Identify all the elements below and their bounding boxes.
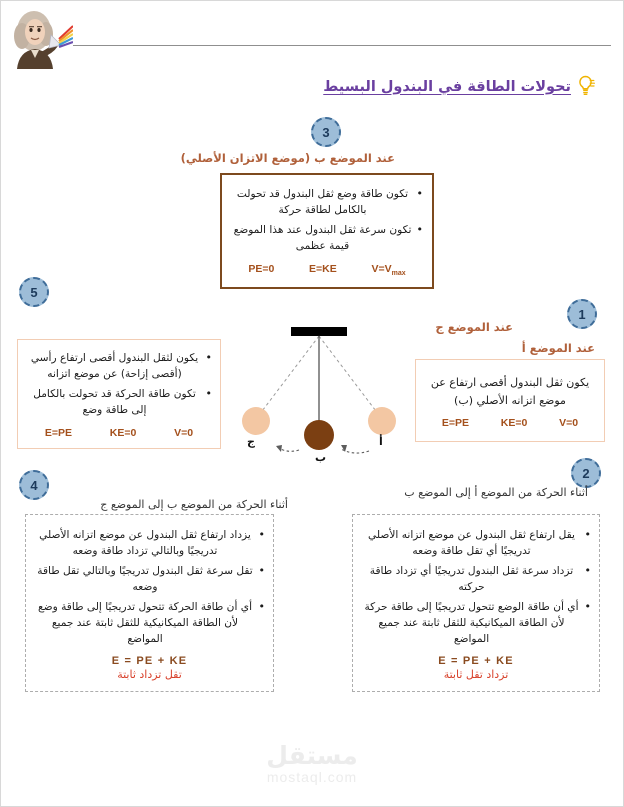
pendulum-label-center: ب xyxy=(315,451,327,464)
value-kinetic-energy: KE=0 xyxy=(109,426,137,439)
list-item: • تقل سرعة ثقل البندول تدريجيًا وبالتالي تقل طاقة وضعه xyxy=(34,563,265,596)
page-title: تحولات الطاقة في البندول البسيط xyxy=(323,78,571,95)
watermark xyxy=(1,743,623,785)
bullet-list xyxy=(26,350,212,419)
heading-position-b: عند الموضع ب (موضع الاتزان الأصلي) xyxy=(180,151,395,165)
heading-position-a: عند الموضع أ xyxy=(521,341,595,355)
card-position-a xyxy=(415,359,605,442)
energy-formula-labels: تزداد تقل ثابتة xyxy=(443,667,509,681)
bob-left-j xyxy=(242,407,270,435)
energy-values-row xyxy=(426,417,594,429)
value-potential-energy: PE=0 xyxy=(248,262,275,275)
page-title-row xyxy=(323,75,595,98)
pendulum-diagram xyxy=(229,323,409,463)
list-item: • يقل ارتفاع ثقل البندول عن موضع اتزانه الأصلي تدريجيًا أي تقل طاقة وضعه xyxy=(361,527,591,560)
pendulum-label-right: أ xyxy=(379,435,383,448)
list-item: • تزداد سرعة ثقل البندول تدريجيًا أي تزداد طاقة حركته xyxy=(361,563,591,596)
card-body-text: يكون ثقل البندول أقصى ارتفاع عن موضع اتزانه الأصلي (ب) xyxy=(430,376,590,407)
card-motion-a-to-b xyxy=(352,514,600,692)
pendulum-label-left: ج xyxy=(247,435,255,448)
list-item: • أي أن طاقة الوضع تتحول تدريجيًا إلى طاقة حركة لأن الطاقة الميكانيكية للثقل ثابتة عند جميع المواضع xyxy=(361,599,591,648)
bullet-list xyxy=(361,527,591,648)
bob-right-a xyxy=(368,407,396,435)
support-bar xyxy=(291,327,347,336)
energy-values-row xyxy=(231,263,423,277)
energy-formula-labels: تقل تزداد ثابتة xyxy=(117,667,182,681)
watermark-arabic: مستقل xyxy=(266,741,358,770)
bob-center-b xyxy=(304,420,334,450)
string-left xyxy=(256,336,319,419)
bullet-list xyxy=(34,527,265,648)
energy-values-row xyxy=(26,427,212,439)
bullet-list xyxy=(231,186,423,255)
step-badge-1[interactable]: 1 xyxy=(567,299,597,329)
newton-prism-illustration xyxy=(7,3,73,69)
step-badge-3[interactable]: 3 xyxy=(311,117,341,147)
card-motion-b-to-j xyxy=(25,514,274,692)
value-velocity: V=0 xyxy=(559,417,579,430)
watermark-latin: mostaql.com xyxy=(266,769,358,785)
heading-position-j: عند الموضع ج xyxy=(435,320,513,334)
step-badge-2[interactable]: 2 xyxy=(571,458,601,488)
list-item: • تكون سرعة ثقل البندول عند هذا الموضع قيمة عظمى xyxy=(231,222,423,255)
list-item: • تكون طاقة وضع ثقل البندول قد تحولت بالكامل لطاقة حركة xyxy=(231,186,423,219)
energy-formula: E = PE + KE xyxy=(111,654,188,667)
energy-formula-block xyxy=(361,655,591,681)
heading-motion-b-to-j: أثناء الحركة من الموضع ب إلى الموضع ج xyxy=(100,498,288,511)
energy-formula: E = PE + KE xyxy=(438,654,514,667)
list-item: • تكون طاقة الحركة قد تحولت بالكامل إلى طاقة وضع xyxy=(26,386,212,419)
step-badge-5[interactable]: 5 xyxy=(19,277,49,307)
list-item: • أي أن طاقة الحركة تتحول تدريجيًا إلى طاقة وضع لأن الطاقة الميكانيكية للثقل ثابتة عند جميع المواضع xyxy=(34,599,265,648)
step-badge-4[interactable]: 4 xyxy=(19,470,49,500)
card-position-b xyxy=(220,173,434,289)
value-total-energy: E=PE xyxy=(44,426,73,439)
value-total-energy: E=PE xyxy=(441,417,470,430)
heading-motion-a-to-b: أثناء الحركة من الموضع أ إلى الموضع ب xyxy=(404,486,588,499)
lightbulb-icon xyxy=(576,75,595,98)
card-position-j xyxy=(17,339,221,449)
list-item: • يزداد ارتفاع ثقل البندول عن موضع اتزانه الأصلي تدريجيًا وبالتالي تزداد طاقة وضعه xyxy=(34,527,265,560)
value-kinetic-energy: KE=0 xyxy=(500,417,528,430)
list-item: • يكون لثقل البندول أقصى ارتفاع رأسي (أقصى إزاحة) عن موضع اتزانه xyxy=(26,350,212,383)
value-total-energy: E=KE xyxy=(309,262,337,275)
energy-formula-block xyxy=(34,655,265,681)
header-divider xyxy=(63,45,611,46)
value-velocity: $V=V_{max}$ xyxy=(371,262,406,277)
string-right xyxy=(319,336,382,419)
value-velocity: V=0 xyxy=(174,426,194,439)
